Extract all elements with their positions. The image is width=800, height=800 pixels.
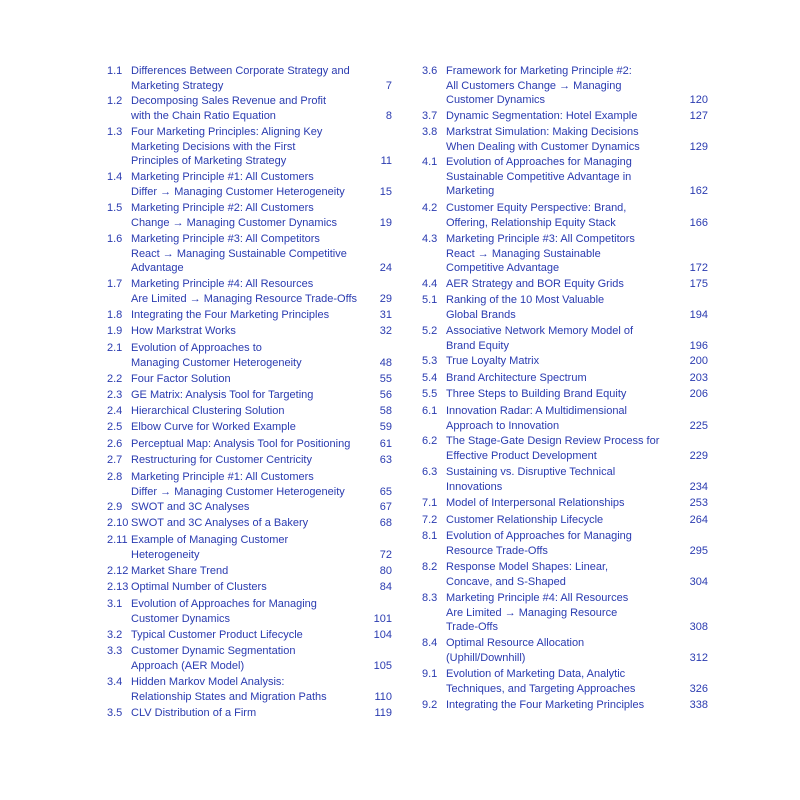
figure-number: 1.3 xyxy=(107,126,123,138)
figure-caption-line: Hierarchical Clustering Solution xyxy=(131,405,285,417)
figure-page-number: 295 xyxy=(689,544,708,557)
figure-caption-line: Marketing Principle #4: All Resources xyxy=(131,278,314,290)
figure-page-number: 65 xyxy=(379,485,392,498)
figure-page-number: 31 xyxy=(379,309,392,321)
figure-page-number: 29 xyxy=(379,292,392,305)
figure-caption-line: Response Model Shapes: Linear, xyxy=(446,561,609,573)
figure-page-number: 7 xyxy=(385,79,392,92)
figure-page-number: 200 xyxy=(689,355,708,367)
figure-page-number: 194 xyxy=(689,308,708,321)
figure-caption-line: Evolution of Approaches for Managing xyxy=(446,156,632,168)
figure-caption-line: Principles of Marketing Strategy xyxy=(131,155,287,167)
figure-number: 3.3 xyxy=(107,645,123,657)
figure-number: 1.2 xyxy=(107,95,123,107)
figure-page-number: 264 xyxy=(689,514,708,526)
figure-number: 7.1 xyxy=(422,497,438,509)
figure-caption-line: Markstrat Simulation: Making Decisions xyxy=(446,126,639,138)
figure-number: 5.5 xyxy=(422,388,438,400)
figure-number: 8.3 xyxy=(422,592,438,604)
figure-caption-line: Heterogeneity xyxy=(131,548,200,561)
figure-number: 3.5 xyxy=(107,707,123,719)
figure-page-number: 110 xyxy=(374,690,392,703)
figure-caption-line: Marketing Principle #4: All Resources xyxy=(446,592,629,604)
figure-caption-line: React → Managing Sustainable xyxy=(446,247,601,260)
figure-number: 1.1 xyxy=(107,65,123,77)
figure-page-number: 61 xyxy=(379,438,392,450)
figure-page-number: 229 xyxy=(689,449,708,462)
figure-number: 2.10 xyxy=(107,517,129,529)
figure-number: 2.13 xyxy=(107,581,129,593)
figure-number: 6.1 xyxy=(422,405,438,417)
figure-caption-line: Integrating the Four Marketing Principles xyxy=(131,309,330,321)
figure-caption-line: Elbow Curve for Worked Example xyxy=(131,421,296,433)
figure-caption-line: Differ → Managing Customer Heterogeneity xyxy=(131,485,345,498)
figure-page-number: 68 xyxy=(379,517,392,529)
figure-caption-line: Global Brands xyxy=(446,308,516,321)
figure-page-number: 338 xyxy=(689,699,708,711)
figure-caption-line: Approach (AER Model) xyxy=(131,659,245,672)
figure-page-number: 55 xyxy=(379,373,392,385)
figure-caption-line: Customer Dynamic Segmentation xyxy=(131,645,296,657)
figure-number: 1.4 xyxy=(107,171,123,183)
figure-number: 3.6 xyxy=(422,65,438,77)
figure-caption-line: Hidden Markov Model Analysis: xyxy=(131,676,285,688)
figure-caption-line: Brand Equity xyxy=(446,339,509,352)
figure-caption-line: Brand Architecture Spectrum xyxy=(446,372,587,384)
figure-caption-line: GE Matrix: Analysis Tool for Targeting xyxy=(131,389,314,401)
figure-page-number: 225 xyxy=(689,419,708,432)
figure-page-number: 63 xyxy=(379,454,392,466)
figure-caption-line: Model of Interpersonal Relationships xyxy=(446,497,625,509)
figure-caption-line: Three Steps to Building Brand Equity xyxy=(446,388,627,400)
figure-page-number: 120 xyxy=(689,94,708,106)
figure-number: 5.3 xyxy=(422,355,438,367)
figure-number: 2.9 xyxy=(107,501,123,513)
figure-caption-line: Approach to Innovation xyxy=(446,419,560,432)
figure-number: 6.3 xyxy=(422,466,438,478)
figure-page-number: 72 xyxy=(379,548,392,561)
figure-caption-line: Perceptual Map: Analysis Tool for Positioning xyxy=(131,438,351,450)
figure-page-number: 175 xyxy=(689,278,708,290)
figure-number: 9.1 xyxy=(422,668,438,680)
figure-number: 3.4 xyxy=(107,676,123,688)
figure-page-number: 308 xyxy=(689,621,708,633)
figure-number: 2.3 xyxy=(107,389,123,401)
figure-number: 4.4 xyxy=(422,278,438,290)
figure-number: 4.1 xyxy=(422,156,438,168)
figure-caption-line: Optimal Resource Allocation xyxy=(446,637,585,649)
figure-number: 1.9 xyxy=(107,325,123,337)
figure-caption-line: All Customers Change → Managing xyxy=(446,79,622,92)
figure-number: 3.2 xyxy=(107,629,123,641)
figure-caption-line: Four Factor Solution xyxy=(131,373,231,385)
figure-caption-line: When Dealing with Customer Dynamics xyxy=(446,140,640,153)
figure-number: 3.1 xyxy=(107,598,123,610)
figure-caption-line: (Uphill/Downhill) xyxy=(446,651,526,664)
figure-caption-line: The Stage-Gate Design Review Process for xyxy=(446,435,660,447)
figure-number: 2.2 xyxy=(107,373,123,385)
figure-number: 2.1 xyxy=(107,342,123,354)
figure-caption-line: Customer Relationship Lifecycle xyxy=(446,514,604,526)
figure-caption-line: Advantage xyxy=(131,262,184,274)
figure-caption-line: Relationship States and Migration Paths xyxy=(131,690,327,703)
figure-caption-line: Dynamic Segmentation: Hotel Example xyxy=(446,110,638,122)
figure-caption-line: Marketing Principle #1: All Customers xyxy=(131,171,314,183)
figure-caption-line: Customer Equity Perspective: Brand, xyxy=(446,202,627,214)
figure-caption-line: AER Strategy and BOR Equity Grids xyxy=(446,278,624,290)
figure-number: 1.7 xyxy=(107,278,123,290)
figure-caption-line: Trade-Offs xyxy=(446,621,498,633)
figure-page-number: 104 xyxy=(373,629,392,641)
figure-page-number: 19 xyxy=(379,216,392,229)
figure-number: 3.8 xyxy=(422,126,438,138)
figure-caption-line: SWOT and 3C Analyses xyxy=(131,501,250,513)
figure-page-number: 58 xyxy=(379,405,392,417)
figure-caption-line: Marketing Strategy xyxy=(131,79,224,92)
figure-page-number: 162 xyxy=(689,185,708,197)
figure-caption-line: Techniques, and Targeting Approaches xyxy=(446,682,636,695)
figure-caption-line: Resource Trade-Offs xyxy=(446,544,548,557)
figure-page-number: 48 xyxy=(379,356,392,369)
figure-page-number: 172 xyxy=(689,262,708,274)
figure-page-number: 84 xyxy=(379,581,392,593)
figure-caption-line: Ranking of the 10 Most Valuable xyxy=(446,294,605,306)
figure-page-number: 67 xyxy=(379,501,392,513)
figure-page-number: 59 xyxy=(379,421,392,433)
figure-page-number: 15 xyxy=(379,185,392,198)
figure-caption-line: Evolution of Approaches for Managing xyxy=(131,598,317,610)
figure-page-number: 166 xyxy=(689,216,708,229)
figure-caption-line: with the Chain Ratio Equation xyxy=(131,109,276,122)
figure-number: 2.8 xyxy=(107,471,123,483)
figure-caption-line: Customer Dynamics xyxy=(446,94,546,106)
figure-caption-line: Framework for Marketing Principle #2: xyxy=(446,65,632,77)
figure-caption-line: Marketing Principle #1: All Customers xyxy=(131,471,314,483)
figure-caption-line: Decomposing Sales Revenue and Profit xyxy=(131,95,327,107)
figure-number: 2.5 xyxy=(107,421,123,433)
figure-caption-line: Competitive Advantage xyxy=(446,262,560,274)
figure-page-number: 304 xyxy=(689,575,708,588)
figure-caption-line: Marketing Principle #3: All Competitors xyxy=(131,233,320,245)
figure-page-number: 80 xyxy=(379,565,392,577)
figure-caption-line: Effective Product Development xyxy=(446,449,597,462)
figure-page-number: 234 xyxy=(689,480,708,493)
figure-page-number: 127 xyxy=(689,110,708,122)
figure-caption-line: Are Limited → Managing Resource xyxy=(446,606,618,619)
figure-number: 4.2 xyxy=(422,202,438,214)
figure-caption-line: Sustaining vs. Disruptive Technical xyxy=(446,466,616,478)
figure-number: 8.1 xyxy=(422,530,438,542)
figure-page-number: 119 xyxy=(374,707,392,719)
figure-page-number: 129 xyxy=(689,140,708,153)
figure-caption-line: SWOT and 3C Analyses of a Bakery xyxy=(131,517,309,529)
figure-number: 1.6 xyxy=(107,233,123,245)
figure-caption-line: Restructuring for Customer Centricity xyxy=(131,454,312,466)
figure-page-number: 326 xyxy=(689,682,708,695)
figure-caption-line: Are Limited → Managing Resource Trade-Offs xyxy=(131,292,358,305)
figure-number: 7.2 xyxy=(422,514,438,526)
figure-caption-line: Concave, and S-Shaped xyxy=(446,575,566,588)
figure-caption-line: React → Managing Sustainable Competitive xyxy=(131,247,347,260)
figure-caption-line: How Markstrat Works xyxy=(131,325,236,337)
figure-caption-line: Differ → Managing Customer Heterogeneity xyxy=(131,185,345,198)
figure-caption-line: Associative Network Memory Model of xyxy=(446,325,634,337)
figure-caption-line: Typical Customer Product Lifecycle xyxy=(131,629,303,641)
figure-caption-line: Differences Between Corporate Strategy and xyxy=(131,65,350,77)
figure-caption-line: Marketing Decisions with the First xyxy=(131,140,296,153)
figure-number: 3.7 xyxy=(422,110,438,122)
figure-caption-line: Change → Managing Customer Dynamics xyxy=(131,216,338,229)
figure-caption-line: Marketing Principle #3: All Competitors xyxy=(446,233,635,245)
figure-number: 8.2 xyxy=(422,561,438,573)
figure-caption-line: True Loyalty Matrix xyxy=(446,355,540,367)
figure-caption-line: Market Share Trend xyxy=(131,565,229,577)
figure-caption-line: Marketing xyxy=(446,185,495,197)
figure-caption-line: Evolution of Approaches for Managing xyxy=(446,530,632,542)
figure-page-number: 203 xyxy=(689,372,708,384)
figure-page-number: 105 xyxy=(373,659,392,672)
figure-page-number: 24 xyxy=(379,262,392,274)
figure-number: 2.6 xyxy=(107,438,123,450)
figure-number: 8.4 xyxy=(422,637,438,649)
figure-number: 1.5 xyxy=(107,202,123,214)
figure-caption-line: Managing Customer Heterogeneity xyxy=(131,356,302,369)
figure-page-number: 56 xyxy=(379,389,392,401)
figure-number: 5.4 xyxy=(422,372,438,384)
figure-caption-line: Marketing Principle #2: All Customers xyxy=(131,202,314,214)
figure-caption-line: Innovation Radar: A Multidimensional xyxy=(446,405,627,417)
figure-page-number: 253 xyxy=(689,497,708,509)
figure-number: 2.7 xyxy=(107,454,123,466)
figure-number: 1.8 xyxy=(107,309,123,321)
figure-caption-line: Evolution of Approaches to xyxy=(131,342,262,354)
figure-number: 2.4 xyxy=(107,405,123,417)
figure-number: 4.3 xyxy=(422,233,438,245)
figure-page-number: 312 xyxy=(689,651,708,664)
figure-caption-line: Four Marketing Principles: Aligning Key xyxy=(131,126,323,138)
figure-caption-line: Example of Managing Customer xyxy=(131,534,289,546)
figure-page-number: 8 xyxy=(385,109,392,122)
figure-caption-line: Innovations xyxy=(446,480,503,493)
figure-number: 9.2 xyxy=(422,699,438,711)
figure-number: 2.11 xyxy=(107,534,128,546)
figure-number: 5.1 xyxy=(422,294,438,306)
figure-page-number: 32 xyxy=(379,325,392,337)
figure-caption-line: CLV Distribution of a Firm xyxy=(131,707,257,719)
figure-caption-line: Optimal Number of Clusters xyxy=(131,581,267,593)
figure-caption-line: Integrating the Four Marketing Principles xyxy=(446,699,645,711)
figure-number: 5.2 xyxy=(422,325,438,337)
figure-caption-line: Sustainable Competitive Advantage in xyxy=(446,170,632,183)
figure-number: 2.12 xyxy=(107,565,129,577)
figure-page-number: 196 xyxy=(689,339,708,352)
figure-page-number: 206 xyxy=(689,388,708,400)
figure-caption-line: Evolution of Marketing Data, Analytic xyxy=(446,668,626,680)
figure-page-number: 101 xyxy=(373,612,392,625)
figure-caption-line: Customer Dynamics xyxy=(131,612,231,625)
figure-number: 6.2 xyxy=(422,435,438,447)
figure-caption-line: Offering, Relationship Equity Stack xyxy=(446,216,616,229)
figure-page-number: 11 xyxy=(380,155,392,167)
